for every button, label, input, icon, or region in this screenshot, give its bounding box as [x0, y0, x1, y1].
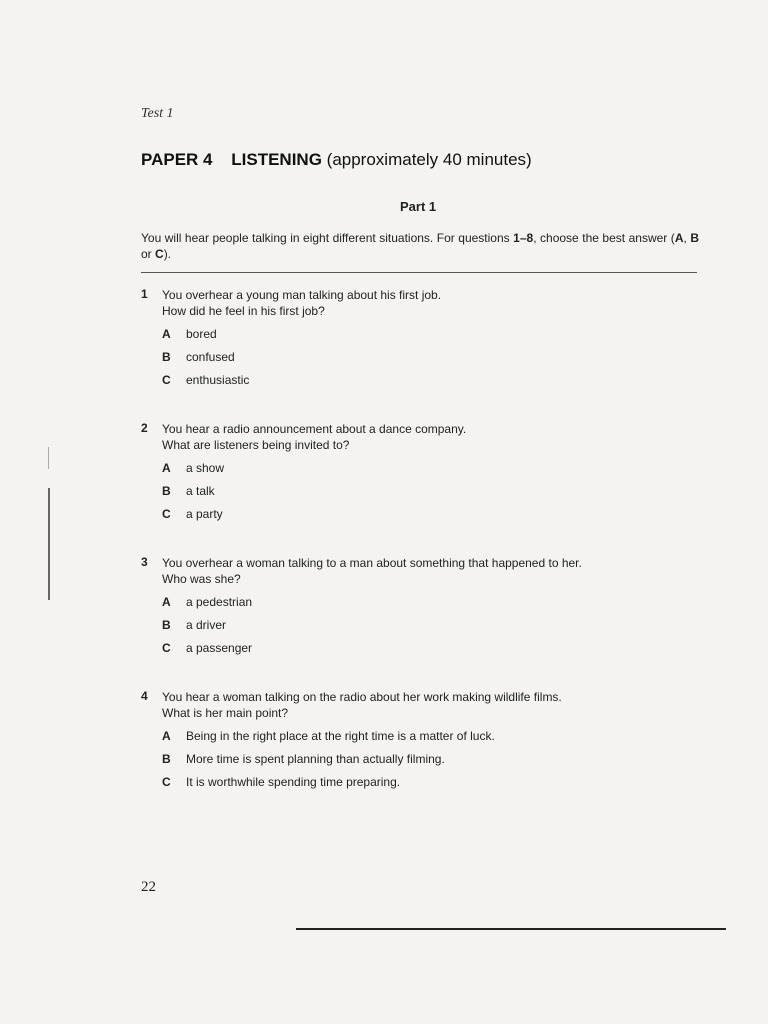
option-letter: B: [162, 484, 171, 498]
option-text: enthusiastic: [186, 373, 250, 387]
option-text: Being in the right place at the right time is a matter of luck.: [186, 729, 495, 743]
page-number: 22: [141, 879, 156, 895]
option-c[interactable]: [162, 507, 682, 523]
part-instructions: [141, 230, 699, 262]
option-a[interactable]: [162, 461, 682, 477]
question-context: You overhear a woman talking to a man about something that happened to her.: [162, 556, 582, 570]
option-text: a talk: [186, 484, 215, 498]
option-letter: B: [162, 350, 171, 364]
paper-duration: (approximately 40 minutes): [326, 150, 532, 169]
instructions-sep2: or: [141, 247, 156, 261]
paper-word: PAPER: [141, 150, 199, 169]
instructions-option-b: B: [690, 231, 699, 245]
question-context: You overhear a young man talking about his first job.: [162, 288, 442, 302]
option-text: a pedestrian: [186, 595, 253, 609]
option-letter: B: [162, 752, 171, 766]
instructions-range: 1–8: [513, 231, 534, 245]
question-context: You hear a woman talking on the radio about her work making wildlife films.: [162, 690, 562, 704]
instructions-option-c: C: [155, 247, 164, 261]
option-text: a show: [186, 461, 225, 475]
paper-title: [141, 150, 532, 170]
paper-name: LISTENING: [231, 150, 322, 169]
option-b[interactable]: [162, 752, 682, 768]
option-b[interactable]: [162, 618, 682, 634]
option-text: It is worthwhile spending time preparing.: [186, 775, 401, 789]
section-divider: [141, 272, 697, 273]
paper-number: 4: [203, 150, 213, 169]
question-prompt: What is her main point?: [162, 706, 289, 720]
test-label: Test 1: [141, 106, 174, 121]
question-number: 3: [141, 555, 148, 569]
option-c[interactable]: [162, 641, 682, 657]
instructions-option-a: A: [674, 231, 684, 245]
option-text: a driver: [186, 618, 227, 632]
option-c[interactable]: [162, 775, 682, 791]
question-prompt: What are listeners being invited to?: [162, 438, 350, 452]
option-a[interactable]: [162, 595, 682, 611]
option-letter: C: [162, 373, 171, 387]
option-letter: B: [162, 618, 171, 632]
option-a[interactable]: [162, 327, 682, 343]
option-b[interactable]: [162, 350, 682, 366]
question-number: 4: [141, 689, 148, 703]
footer-rule: [296, 928, 726, 930]
question-number: 2: [141, 421, 148, 435]
option-text: a passenger: [186, 641, 253, 655]
option-text: bored: [186, 327, 217, 341]
question-context: You hear a radio announcement about a dance company.: [162, 422, 467, 436]
option-text: More time is spent planning than actually filming.: [186, 752, 445, 766]
question-prompt: Who was she?: [162, 572, 241, 586]
option-c[interactable]: [162, 373, 682, 389]
option-letter: A: [162, 729, 171, 743]
part-heading: Part 1: [400, 199, 437, 214]
option-letter: C: [162, 775, 171, 789]
question-number: 1: [141, 287, 148, 301]
instructions-middle: , choose the best answer (: [533, 231, 675, 245]
instructions-prefix: You will hear people talking in eight different situations. For questions: [141, 231, 514, 245]
scan-margin-mark: [48, 447, 49, 469]
option-text: confused: [186, 350, 235, 364]
option-letter: A: [162, 461, 171, 475]
instructions-suffix: ).: [163, 247, 172, 261]
option-b[interactable]: [162, 484, 682, 500]
scan-margin-mark: [48, 488, 50, 600]
option-letter: C: [162, 507, 171, 521]
option-letter: A: [162, 327, 171, 341]
option-letter: A: [162, 595, 171, 609]
option-letter: C: [162, 641, 171, 655]
option-a[interactable]: [162, 729, 682, 745]
option-text: a party: [186, 507, 223, 521]
question-prompt: How did he feel in his first job?: [162, 304, 325, 318]
instructions-sep1: ,: [683, 231, 691, 245]
